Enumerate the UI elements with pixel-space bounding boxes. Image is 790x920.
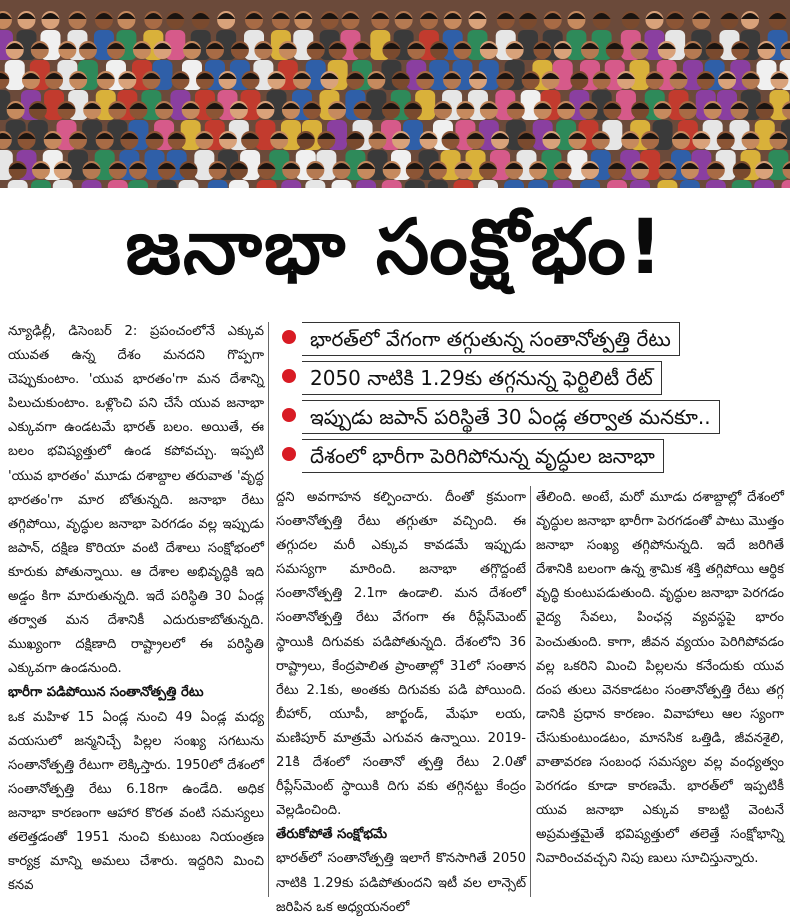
crowd-photo — [0, 0, 790, 188]
highlight-text: భారత్‌లో వేగంగా తగ్గుతున్న సంతానోత్పత్తి రేటు — [302, 322, 680, 356]
highlight-text: ఇప్పుడు జపాన్ పరిస్థితే 30 ఏండ్ల తర్వాత మనకూ.. — [302, 400, 720, 434]
article-column-3 — [536, 486, 784, 872]
column2-paragraph2: భారత్‌లో సంతానోత్పత్తి ఇలాగే కొనసాగితే 2050 నాటికి 1.29కు పడిపోతుందని ఇటీ వల లాన్సెట్ జరిపిన ఒక అధ్యయనంలో — [276, 851, 526, 915]
column2-subheading: తేరుకోపోతే సంక్షోభమే — [276, 827, 388, 843]
column1-paragraph1: న్యూఢిల్లీ, డిసెంబర్ 2: ప్రపంచంలోనే ఎక్కువ యువత ఉన్న దేశం మనదని గొప్పగా చెప్పుకుంటాం. 'యువ భారతం'గా మన దేశాన్ని పిలుచుకుంటాం. ఒళ్లొంచి పని చేసే యువ జనాభా ఎక్కువగా ఉండటమే భారత్ బలం. అయితే, ఈ బలం భవిష్యత్తులో ఉండ కపోవచ్చు. ఇప్పటి 'యువ భారతం' మూడు దశాబ్దాల తరువాత 'వృద్ధ భారతం'గా మార బోతున్నది. జనాభా రేటు తగ్గిపోయి, వృద్ధుల జనాభా పెరగడం వల్ల ఇప్పుడు జపాన్, దక్షిణ కొరియా వంటి దేశాలు సంక్షోభంలో కూరుకు పోతున్నాయి. ఆ దేశాల అభివృద్ధికి ఇది అడ్డం కిగా మారుతున్నది. ఇదే పరిస్థితి 30 ఏండ్ల తర్వాత మన దేశానికీ ఎదురుకాబోతున్నది. ముఖ్యంగా దక్షిణాది రాష్ట్రాలలో ఈ పరిస్థితి ఎక్కువగా ఉండనుంది. — [8, 324, 264, 677]
highlight-text: దేశంలో భారీగా పెరిగిపోనున్న వృద్ధుల జనాభా — [302, 439, 664, 473]
headline: జనాభా సంక్షోభం! — [125, 202, 665, 291]
bullet-dot-icon — [282, 330, 296, 344]
highlight-text: 2050 నాటికి 1.29కు తగ్గనున్న ఫెర్టిలిటీ రేట్ — [302, 361, 662, 395]
column-divider — [268, 322, 269, 897]
column-divider — [530, 486, 531, 897]
highlight-bullet — [270, 322, 790, 354]
column3-paragraph1: తేలింది. అంటే, మరో మూడు దశాబ్దాల్లో దేశంలో వృద్ధుల జనాభా భారీగా పెరగడంతో పాటు మొత్తం జనాభా సంఖ్య తగ్గిపోనున్నది. ఇదే జరిగితే దేశానికి బలంగా ఉన్న శ్రామిక శక్తి తగ్గిపోయి ఆర్థిక వృద్ధి కుంటుపడుతుంది. వృద్ధుల జనాభా పెరగడం వైద్య సేవలు, పింఛన్ల వ్యవస్థపై భారం పెంచుతుంది. కాగా, జీవన వ్యయం పెరిగిపోవడం వల్ల ఒకరిని మించి పిల్లలను కనేందుకు యువ దంప తులు వెనకాడటం సంతానోత్పత్తి రేటు తగ్గ డానికి ప్రధాన కారణం. వివాహాలు ఆల స్యంగా చేసుకుంటుండటం, మానసిక ఒత్తిడి, జీవనశైలి, వాతావరణ సంబంధ సమస్యల వల్ల వంధ్యత్వం పెరగడం కూడా కారణమే. భారత్‌లో ఇప్పటికీ యువ జనాభా ఎక్కువ కాబట్టి వెంటనే అప్రమత్తమైతే భవిష్యత్తులో తలెత్తే సంక్షోభాన్ని నివారించవచ్చని నిపు ణులు సూచిస్తున్నారు. — [536, 490, 784, 867]
highlight-bullets — [270, 322, 790, 478]
column1-paragraph2: ఒక మహిళ 15 ఏండ్ల నుంచి 49 ఏండ్ల మధ్య వయసులో జన్మనిచ్చే పిల్లల సంఖ్య సగటును సంతానోత్పత్తి రేటుగా లెక్కిస్తారు. 1950లో దేశంలో సంతానోత్పత్తి రేటు 6.18గా ఉండేది. అధిక జనాభా కారణంగా ఆహార కొరత వంటి సమస్యలు తలెత్తడంతో 1951 నుంచి కుటుంబ నియంత్రణ కార్యక్ర మాన్ని అమలు చేశారు. ఇద్దరిని మించి కనవ — [8, 709, 264, 894]
bullet-dot-icon — [282, 408, 296, 422]
highlight-bullet — [270, 439, 790, 471]
column1-subheading: భారీగా పడిపోయిన సంతానోత్పత్తి రేటు — [8, 685, 204, 701]
highlight-bullet — [270, 400, 790, 432]
highlight-bullet — [270, 361, 790, 393]
article-column-1 — [8, 320, 264, 898]
column2-paragraph1: ద్దని అవగాహన కల్పించారు. దీంతో క్రమంగా సంతానోత్పత్తి రేటు తగ్గుతూ వచ్చింది. ఈ తగ్గుదల మరీ ఎక్కువ కావడమే ఇప్పుడు సమస్యగా మారింది. జనాభా తగ్గొద్దంటే సంతానోత్పత్తి 2.1గా ఉండాలి. మన దేశంలో సంతానోత్పత్తి రేటు వేగంగా ఈ రీప్లేస్‌మెంట్ స్థాయికి దిగువకు పడిపోతున్నది. దేశంలోని 36 రాష్ట్రాలు, కేంద్రపాలిత ప్రాంతాల్లో 31లో సంతాన రేటు 2.1కు, అంతకు దిగువకు పడి పోయింది. బీహార్, యూపీ, జార్ఖండ్, మేఘా లయ, మణిపూర్ మాత్రమే ఎగువన ఉన్నాయి. 2019-21కి దేశంలో సంతానో త్పత్తి రేటు 2.0తో రీప్లేస్‌మెంట్ స్థాయికి దిగు వకు తగ్గినట్టు కేంద్రం వెల్లడించింది. — [276, 490, 526, 819]
bullet-dot-icon — [282, 447, 296, 461]
crowd-photo-illustration — [0, 0, 790, 188]
article-column-2 — [276, 486, 526, 920]
bullet-dot-icon — [282, 369, 296, 383]
